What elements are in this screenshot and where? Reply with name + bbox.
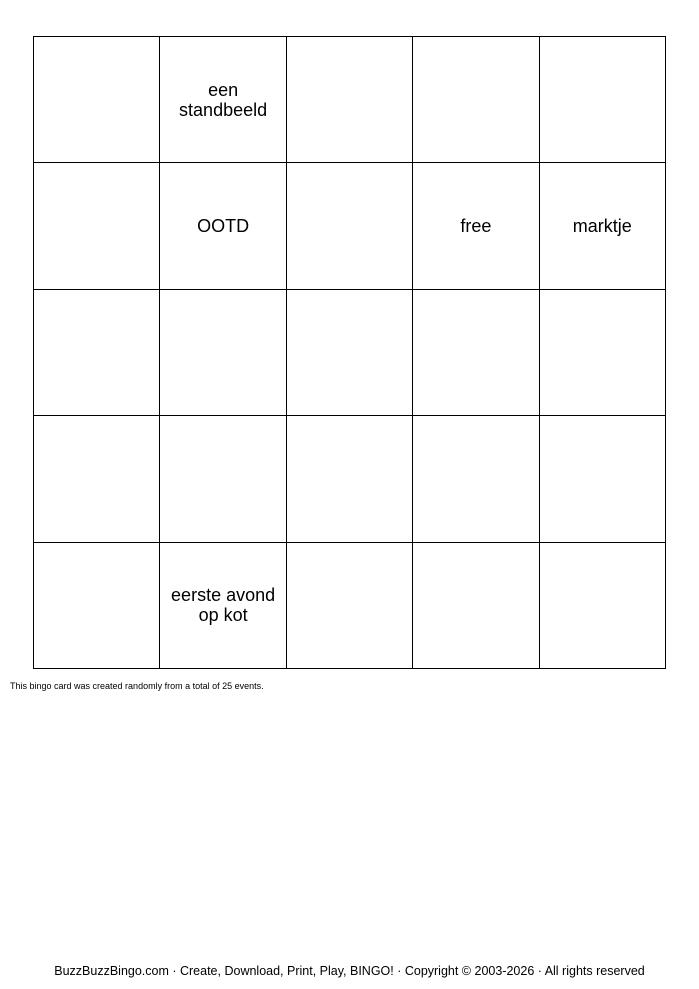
bingo-cell: free	[413, 163, 539, 289]
bingo-cell	[413, 416, 539, 542]
bingo-cell	[540, 416, 666, 542]
bingo-cell	[540, 290, 666, 416]
bingo-cell	[540, 37, 666, 163]
bingo-cell	[34, 416, 160, 542]
bingo-cell	[540, 543, 666, 669]
bingo-cell	[34, 37, 160, 163]
bingo-cell	[160, 290, 286, 416]
bingo-cell: OOTD	[160, 163, 286, 289]
bingo-cell	[34, 543, 160, 669]
bingo-cell	[287, 290, 413, 416]
bingo-cell	[34, 290, 160, 416]
bingo-cell	[413, 543, 539, 669]
bingo-cell	[34, 163, 160, 289]
bingo-cell	[413, 37, 539, 163]
bingo-cell: marktje	[540, 163, 666, 289]
bingo-cell: eerste avond op kot	[160, 543, 286, 669]
bingo-cell	[160, 416, 286, 542]
bingo-cell	[287, 37, 413, 163]
bingo-cell	[287, 416, 413, 542]
bingo-cell: een standbeeld	[160, 37, 286, 163]
page-footer: BuzzBuzzBingo.com · Create, Download, Print, Play, BINGO! · Copyright © 2003-2026 · All rights reserved	[54, 964, 645, 978]
bingo-card-grid	[33, 36, 666, 669]
bingo-cell	[287, 543, 413, 669]
bingo-cell	[287, 163, 413, 289]
card-generation-note: This bingo card was created randomly from a total of 25 events.	[10, 681, 264, 691]
bingo-cell	[413, 290, 539, 416]
